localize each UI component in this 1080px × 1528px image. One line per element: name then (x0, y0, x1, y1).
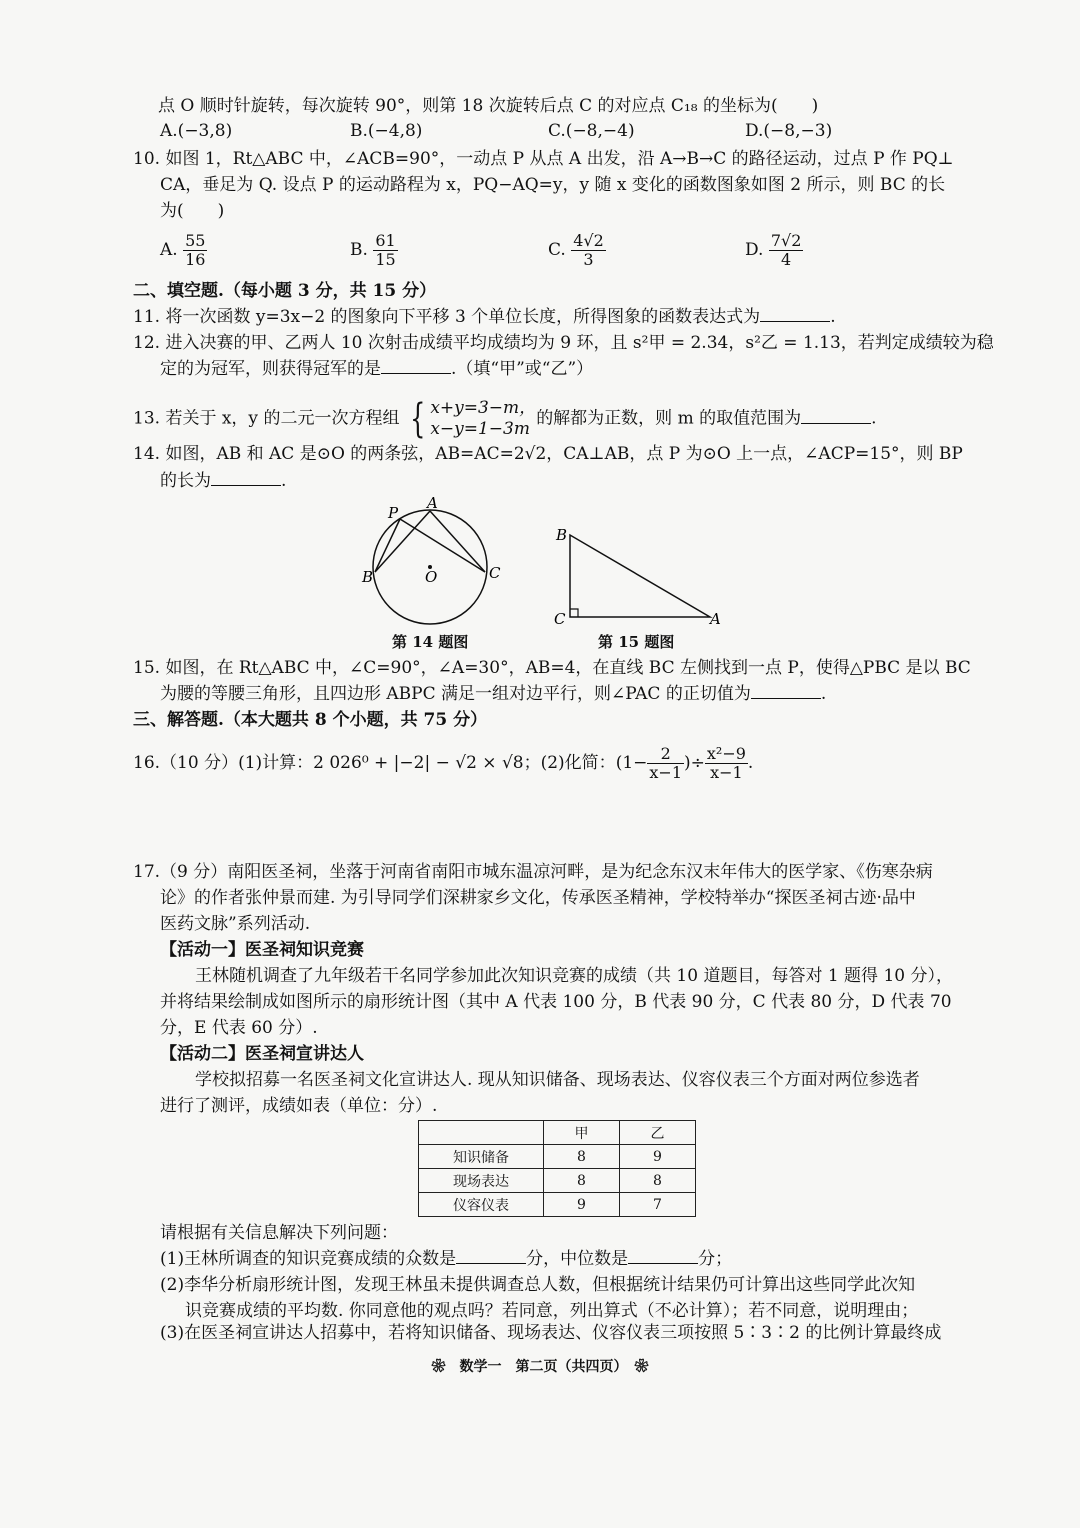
table-row (419, 1193, 696, 1217)
q9-option-b: B.(−4,8) (350, 121, 423, 141)
part-1: (1)王林所调查的知识竞赛成绩的众数是 分，中位数是 分； (160, 1249, 733, 1269)
q16: 16.（10 分）(1)计算：2 026⁰ + |−2| − √2 × √8；(2)化简：(1− $\frac{2}{x-1}$ )÷ $\frac{\text{x²−9}}{x-1}$ . (133, 744, 754, 782)
table-cell: 9 (544, 1193, 620, 1217)
figure-15 (545, 520, 735, 630)
table-cell: 8 (544, 1145, 620, 1169)
q12-line-2: 定的为冠军，则获得冠军的是 .（填“甲”或“乙”） (160, 359, 594, 379)
q17-line-1: 17.（9 分）南阳医圣祠，坐落于河南省南阳市城东温凉河畔，是为纪念东汉末年伟大的医学家、《伤寒杂病 (133, 862, 933, 882)
table-header-cell: 乙 (620, 1121, 696, 1145)
q13: 13. 若关于 x，y 的二元一次方程组 { x+y=3−m， x−y=1−3m 的解都为正数，则 m 的取值范围为 . (133, 396, 877, 442)
table-cell: 仪容仪表 (419, 1193, 544, 1217)
table-cell: 7 (620, 1193, 696, 1217)
part-2-line-1: (2)李华分析扇形统计图，发现王林虽未提供调查总人数，但根据统计结果仍可计算出这些同学此次知 (160, 1275, 916, 1295)
q11: 11. 将一次函数 y=3x−2 的图象向下平移 3 个单位长度，所得图象的函数表达式为 . (133, 307, 836, 327)
q10-line-2: CA，垂足为 Q. 设点 P 的运动路程为 x，PQ−AQ=y，y 随 x 变化的函数图象如图 2 所示，则 BC 的长 (160, 175, 946, 195)
q10-option-c: C. $\frac{4√2}{3}$ (548, 231, 604, 269)
score-table (418, 1120, 696, 1217)
q12-line-1: 12. 进入决赛的甲、乙两人 10 次射击成绩平均成绩均为 9 环，且 s²甲 = 2.34，s²乙 = 1.13，若判定成绩较为稳 (133, 333, 994, 353)
label-c: C (489, 564, 501, 582)
q10-line-3: 为( ) (160, 201, 225, 221)
q14-blank (211, 471, 281, 486)
activity-1-line-1: 王林随机调查了九年级若干名同学参加此次知识竞赛的成绩（共 10 道题目，每答对 1 题得 10 分）， (195, 966, 954, 986)
label-b: B (362, 568, 374, 586)
label-c: C (554, 610, 566, 628)
activity-2-line-2: 进行了测评，成绩如表（单位：分）. (160, 1096, 438, 1116)
triangle-abc (570, 535, 710, 617)
q17-line-3: 医药文脉”系列活动. (160, 914, 311, 934)
section-3-heading: 三、解答题.（本大题共 8 个小题，共 75 分） (133, 710, 488, 730)
q13-equation-2: x−y=1−3m (430, 419, 530, 439)
q9-stem: 点 O 顺时针旋转，每次旋转 90°，则第 18 次旋转后点 C 的对应点 C₁₈ 的坐标为( ) (158, 96, 819, 116)
right-angle-mark (570, 609, 578, 617)
section-2-heading: 二、填空题.（每小题 3 分，共 15 分） (133, 281, 437, 301)
activity-2-title: 【活动二】医圣祠宣讲达人 (160, 1044, 364, 1064)
label-a: A (710, 610, 721, 628)
table-cell: 知识储备 (419, 1145, 544, 1169)
figure-15-caption: 第 15 题图 (598, 633, 675, 651)
part-3-line-1: (3)在医圣祠宣讲达人招募中，若将知识储备、现场表达、仪容仪表三项按照 5∶3∶2 的比例计算最终成 (160, 1323, 942, 1343)
q17-line-2: 论》的作者张仲景而建. 为引导同学们深耕家乡文化，传承医圣精神，学校特举办“探医圣祠古迹·品中 (160, 888, 916, 908)
chord-ac (430, 511, 485, 572)
label-b: B (556, 526, 568, 544)
table-cell: 8 (544, 1169, 620, 1193)
p1-blank-median (628, 1249, 698, 1264)
page-footer: ❀ 数学一 第二页（共四页） ❀ (431, 1359, 649, 1375)
brace: { (409, 396, 426, 442)
q14-line-1: 14. 如图，AB 和 AC 是⊙O 的两条弦，AB=AC=2√2，CA⊥AB，点 P 为⊙O 上一点，∠ACP=15°，则 BP (133, 444, 963, 464)
figure-14-caption: 第 14 题图 (392, 633, 469, 651)
q15-line-1: 15. 如图，在 Rt△ABC 中，∠C=90°，∠A=30°，AB=4，在直线 BC 左侧找到一点 P，使得△PBC 是以 BC (133, 658, 971, 678)
q11-blank (760, 307, 830, 322)
table-header-row (419, 1121, 696, 1145)
q12-blank (381, 359, 451, 374)
label-a: A (427, 494, 438, 512)
q10-option-b: B. $\frac{61}{15}$ (350, 231, 396, 269)
table-cell: 现场表达 (419, 1169, 544, 1193)
activity-1-line-2: 并将结果绘制成如图所示的扇形统计图（其中 A 代表 100 分，B 代表 90 分，C 代表 80 分，D 代表 70 (160, 992, 952, 1012)
p1-blank-mode (456, 1249, 526, 1264)
q9-option-d: D.(−8,−3) (745, 121, 833, 141)
q13-equation-1: x+y=3−m， (430, 398, 537, 418)
chord-pb (375, 519, 400, 572)
q15-line-2: 为腰的等腰三角形，且四边形 ABPC 满足一组对边平行，则∠PAC 的正切值为 . (160, 684, 827, 704)
activity-1-line-3: 分，E 代表 60 分）. (160, 1018, 318, 1038)
label-p: P (388, 504, 399, 522)
table-header-cell (419, 1121, 544, 1145)
q9-option-c: C.(−8,−4) (548, 121, 635, 141)
q9-option-a: A.(−3,8) (160, 121, 233, 141)
table-row (419, 1169, 696, 1193)
q10-line-1: 10. 如图 1，Rt△ABC 中，∠ACB=90°，一动点 P 从点 A 出发，沿 A→B→C 的路径运动，过点 P 作 PQ⊥ (133, 149, 954, 169)
chord-pc (400, 519, 485, 572)
q15-blank (751, 684, 821, 699)
q10-option-d: D. $\frac{7√2}{4}$ (745, 231, 802, 269)
q14-line-2: 的长为 . (160, 471, 287, 491)
q13-blank (801, 409, 871, 424)
table-row (419, 1145, 696, 1169)
table-cell: 9 (620, 1145, 696, 1169)
label-o: O (425, 568, 438, 586)
q10-option-a: A. $\frac{55}{16}$ (160, 231, 206, 269)
ask-line: 请根据有关信息解决下列问题： (160, 1223, 398, 1243)
table-header-cell: 甲 (544, 1121, 620, 1145)
figure-14 (355, 490, 525, 630)
activity-1-title: 【活动一】医圣祠知识竞赛 (160, 940, 364, 960)
part-2-line-2: 识竞赛成绩的平均数. 你同意他的观点吗？若同意，列出算式（不必计算）；若不同意，说明理由； (185, 1301, 919, 1321)
table-cell: 8 (620, 1169, 696, 1193)
activity-2-line-1: 学校拟招募一名医圣祠文化宣讲达人. 现从知识储备、现场表达、仪容仪表三个方面对两位参选者 (195, 1070, 920, 1090)
